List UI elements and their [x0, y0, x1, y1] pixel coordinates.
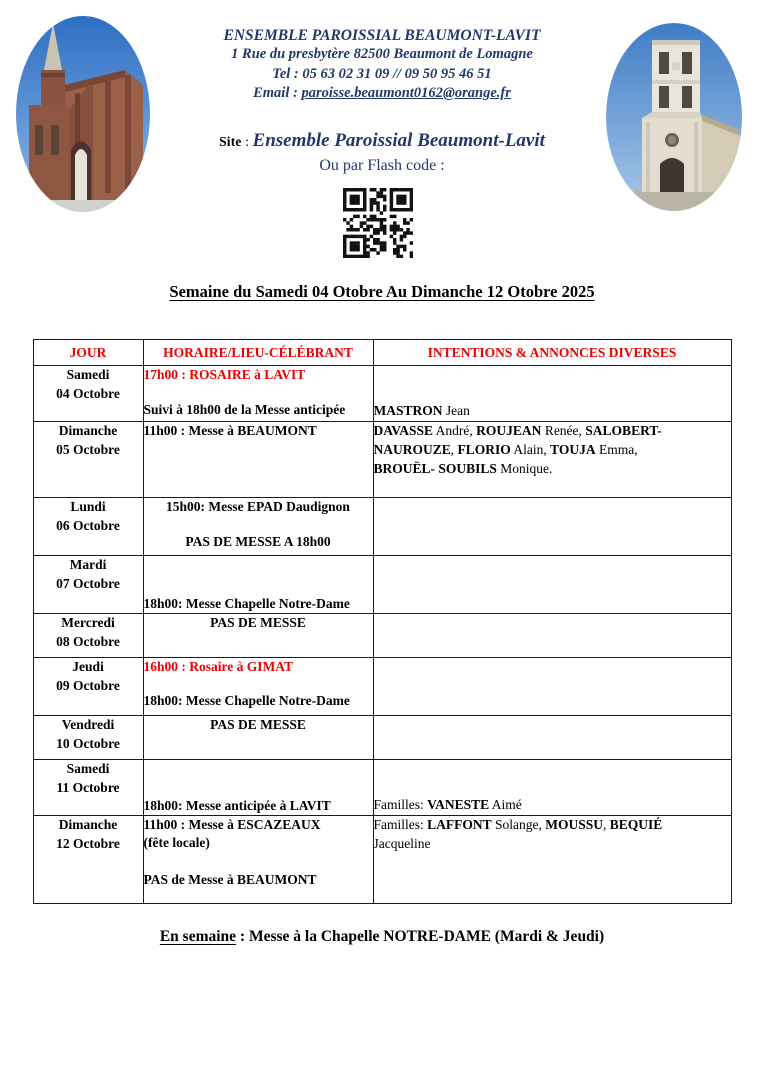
day-date: 05 Octobre — [56, 441, 120, 457]
site-label: Site — [219, 133, 242, 149]
table-row — [33, 422, 731, 498]
page-title: Semaine du Samedi 04 Otobre Au Dimanche 12 Otobre 2025 — [169, 282, 595, 301]
spacer — [144, 516, 373, 533]
schedule-cell — [143, 366, 373, 422]
text-line: 11h00 : Messe à ESCAZEAUX — [143, 817, 321, 832]
text-line: PAS de Messe à BEAUMONT — [143, 872, 317, 888]
lavit-church-photo — [606, 22, 743, 212]
day-cell — [33, 614, 143, 658]
day-name: Mercredi — [61, 615, 115, 630]
text-line: DAVASSE André, ROUJEAN Renée, SALOBERT- — [373, 423, 662, 438]
day-name: Vendredi — [61, 717, 115, 732]
text-line: Suivi à 18h00 de la Messe anticipée — [143, 401, 346, 417]
day-cell — [33, 498, 143, 556]
parish-name: ENSEMBLE PAROISSIAL BEAUMONT-LAVIT — [223, 27, 541, 44]
parish-email-line — [158, 84, 606, 103]
intentions-cell — [373, 498, 731, 556]
column-header-jour: JOUR — [33, 340, 143, 366]
day-name: Lundi — [70, 499, 106, 514]
day-cell — [33, 816, 143, 904]
parish-address: 1 Rue du presbytère 82500 Beaumont de Lomagne — [231, 46, 533, 63]
email-label: Email : — [253, 84, 302, 101]
intentions-cell — [373, 816, 731, 904]
spacer — [144, 851, 373, 871]
table-row — [33, 760, 731, 816]
table-row — [33, 614, 731, 658]
text-line: PAS DE MESSE — [210, 615, 306, 630]
footer-note — [0, 928, 764, 946]
text-line: PAS DE MESSE — [210, 717, 306, 732]
text-line: Familles: LAFFONT Solange, MOUSSU, BEQUIÉ — [373, 817, 663, 832]
beaumont-church-photo — [15, 15, 151, 213]
day-date: 10 Octobre — [56, 735, 120, 751]
day-cell — [33, 556, 143, 614]
schedule-cell — [143, 614, 373, 658]
flash-code-label: Ou par Flash code : — [319, 156, 445, 174]
intentions-cell — [373, 614, 731, 658]
schedule-cell — [143, 760, 373, 816]
table-row — [33, 556, 731, 614]
spacer — [144, 676, 373, 692]
page-header — [0, 0, 764, 262]
text-line: (fête locale) — [143, 834, 210, 850]
schedule-table-body — [33, 366, 731, 904]
column-header-horaire: HORAIRE/LIEU-CÉLÉBRANT — [143, 340, 373, 366]
text-line: 18h00: Messe Chapelle Notre-Dame — [143, 596, 350, 612]
text-line: BROUËL- SOUBILS Monique. — [373, 460, 553, 476]
column-header-intentions: INTENTIONS & ANNONCES DIVERSES — [373, 340, 731, 366]
spacer — [144, 384, 373, 401]
day-name: Jeudi — [72, 659, 104, 674]
schedule-cell — [143, 498, 373, 556]
intentions-cell — [373, 422, 731, 498]
schedule-cell — [143, 556, 373, 614]
schedule-cell — [143, 658, 373, 716]
text-line: 18h00: Messe Chapelle Notre-Dame — [143, 692, 350, 708]
day-date: 09 Octobre — [56, 677, 120, 693]
schedule-cell — [143, 816, 373, 904]
email-link[interactable]: paroisse.beaumont0162@orange.fr — [301, 84, 511, 101]
day-cell — [33, 422, 143, 498]
day-cell — [33, 366, 143, 422]
day-date: 11 Octobre — [56, 779, 120, 795]
text-line: Familles: VANESTE Aimé — [373, 797, 522, 813]
parish-phone: Tel : 05 63 02 31 09 // 09 50 95 46 51 — [272, 65, 492, 82]
day-name: Dimanche — [58, 817, 118, 832]
day-name: Mardi — [69, 557, 107, 572]
table-row — [33, 716, 731, 760]
day-cell — [33, 716, 143, 760]
footer-underlined: En semaine — [159, 928, 237, 945]
day-cell — [33, 760, 143, 816]
text-line: MASTRON Jean — [373, 403, 470, 419]
intentions-cell — [373, 366, 731, 422]
text-line: NAUROUZE, FLORIO Alain, TOUJA Emma, — [373, 441, 638, 457]
intentions-cell — [373, 716, 731, 760]
beaumont-church-illustration — [15, 15, 151, 213]
intentions-cell — [373, 658, 731, 716]
schedule-cell — [143, 422, 373, 498]
text-line: 15h00: Messe EPAD Daudignon — [166, 499, 350, 514]
schedule-cell — [143, 716, 373, 760]
lavit-church-illustration — [606, 22, 743, 212]
site-separator: : — [241, 134, 253, 150]
footer-rest: : Messe à la Chapelle NOTRE-DAME (Mardi & Jeudi) — [236, 928, 605, 945]
table-header-row — [33, 340, 731, 366]
table-row — [33, 498, 731, 556]
day-cell — [33, 658, 143, 716]
text-line: 18h00: Messe anticipée à LAVIT — [143, 798, 331, 814]
day-date: 08 Octobre — [56, 633, 120, 649]
intentions-cell — [373, 760, 731, 816]
text-line: 16h00 : Rosaire à GIMAT — [143, 659, 293, 674]
text-line: 17h00 : ROSAIRE à LAVIT — [143, 367, 306, 382]
day-name: Samedi — [66, 761, 110, 776]
text-line: Jacqueline — [373, 835, 431, 851]
day-name: Samedi — [66, 367, 110, 382]
day-date: 06 Octobre — [56, 517, 120, 533]
text-line: 11h00 : Messe à BEAUMONT — [143, 423, 317, 438]
schedule-table — [33, 339, 732, 904]
day-name: Dimanche — [58, 423, 118, 438]
qr-code — [343, 188, 413, 258]
parish-header-text — [158, 26, 606, 175]
table-row — [33, 816, 731, 904]
text-line: PAS DE MESSE A 18h00 — [185, 533, 331, 549]
site-name: Ensemble Paroissial Beaumont-Lavit — [252, 129, 545, 151]
day-date: 04 Octobre — [56, 385, 120, 401]
day-date: 12 Octobre — [56, 835, 120, 851]
intentions-cell — [373, 556, 731, 614]
table-row — [33, 366, 731, 422]
site-line — [158, 130, 606, 152]
table-row — [33, 658, 731, 716]
day-date: 07 Octobre — [56, 575, 120, 591]
